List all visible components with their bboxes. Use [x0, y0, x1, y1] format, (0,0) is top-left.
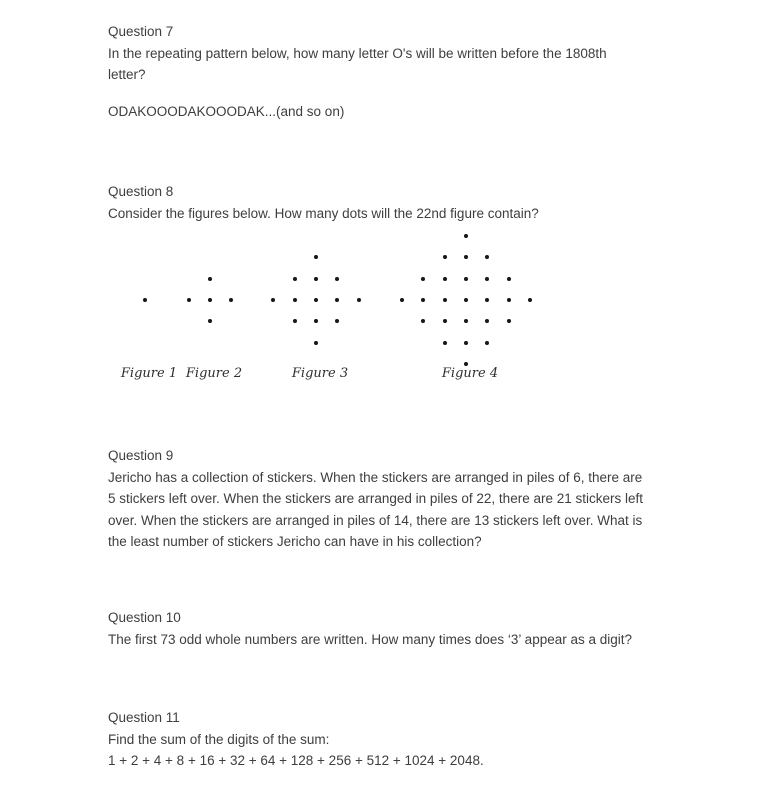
figure-4-dot	[400, 298, 404, 302]
question-7-pattern-line	[108, 101, 344, 123]
figure-label-4: Figure 4	[441, 366, 499, 381]
question-7-pattern: ODAKOOODAKOOODAK...(and so on)	[108, 104, 345, 119]
figure-4-dot	[464, 234, 468, 238]
question-11-heading: Question 11	[108, 710, 180, 725]
figure-4-dot	[485, 255, 489, 259]
figure-2-dot	[229, 298, 233, 302]
figure-4-dot	[443, 255, 447, 259]
figure-4-dot	[464, 341, 468, 345]
question-9-text-line-3: over. When the stickers are arranged in piles of 14, there are 13 stickers left over. What is	[108, 512, 643, 528]
figure-4-dot	[421, 298, 425, 302]
question-8-section	[108, 181, 539, 224]
figure-4-dot	[507, 319, 511, 323]
figure-1-dot	[143, 298, 147, 302]
figure-3-dot	[271, 298, 275, 302]
figure-2-dot	[208, 319, 212, 323]
figure-3-dot	[335, 319, 339, 323]
figure-3-dot	[357, 298, 361, 302]
question-9-text-line-4: the least number of stickers Jericho can have in his collection?	[108, 534, 482, 550]
figure-4-dot	[485, 277, 489, 281]
figure-3-dot	[314, 319, 318, 323]
question-7-section	[108, 21, 607, 86]
figure-label-3: Figure 3	[291, 366, 349, 381]
figure-4-dot	[443, 277, 447, 281]
figure-4-dot	[443, 319, 447, 323]
figure-4-dot	[443, 298, 447, 302]
figure-4-dot	[421, 277, 425, 281]
question-10-section	[108, 607, 632, 650]
figure-3-dot	[335, 298, 339, 302]
figure-label-2: Figure 2	[185, 366, 243, 381]
figure-4-dot	[464, 277, 468, 281]
question-9-text-line-1: Jericho has a collection of stickers. When the stickers are arranged in piles of 6, there are	[108, 469, 643, 485]
figure-4-dot	[528, 298, 532, 302]
question-10-text-line-1: The first 73 odd whole numbers are written. How many times does ‘3’ appear as a digit?	[108, 631, 633, 647]
question-7-heading: Question 7	[108, 24, 174, 39]
figure-3-dot	[293, 319, 297, 323]
question-10-heading: Question 10	[108, 610, 181, 625]
question-8-text-line-1: Consider the figures below. How many dots will the 22nd figure contain?	[108, 205, 539, 221]
question-11-text-line-1: Find the sum of the digits of the sum:	[108, 731, 330, 747]
figure-4-dot	[485, 319, 489, 323]
question-9-section	[108, 445, 643, 553]
figure-4-dot	[464, 255, 468, 259]
figure-3-dot	[293, 298, 297, 302]
question-9-text-line-2: 5 stickers left over. When the stickers are arranged in piles of 22, there are 21 stickers left	[108, 491, 643, 507]
figure-2-dot	[208, 277, 212, 281]
question-7-text-line-1: In the repeating pattern below, how many letter O's will be written before the 1808th	[108, 45, 607, 61]
figure-label-1: Figure 1	[120, 366, 178, 381]
figure-3-dot	[314, 255, 318, 259]
figure-4-dot	[443, 341, 447, 345]
question-9-heading: Question 9	[108, 448, 174, 463]
figure-4-dot	[421, 319, 425, 323]
figure-4-dot	[507, 298, 511, 302]
question-11-section	[108, 707, 484, 772]
figure-2-dot	[187, 298, 191, 302]
figure-4-dot	[507, 277, 511, 281]
figure-4-dot	[464, 298, 468, 302]
figure-3-dot	[335, 277, 339, 281]
question-8-heading: Question 8	[108, 184, 174, 199]
question-7-text-line-2: letter?	[108, 67, 146, 83]
figure-2-dot	[208, 298, 212, 302]
figure-3-dot	[314, 277, 318, 281]
figure-3-dot	[314, 341, 318, 345]
figure-4-dot	[464, 319, 468, 323]
question-11-text-line-2: 1 + 2 + 4 + 8 + 16 + 32 + 64 + 128 + 256 + 512 + 1024 + 2048.	[108, 753, 484, 769]
figure-3-dot	[293, 277, 297, 281]
figure-3-dot	[314, 298, 318, 302]
figure-4-dot	[485, 341, 489, 345]
figure-4-dot	[485, 298, 489, 302]
